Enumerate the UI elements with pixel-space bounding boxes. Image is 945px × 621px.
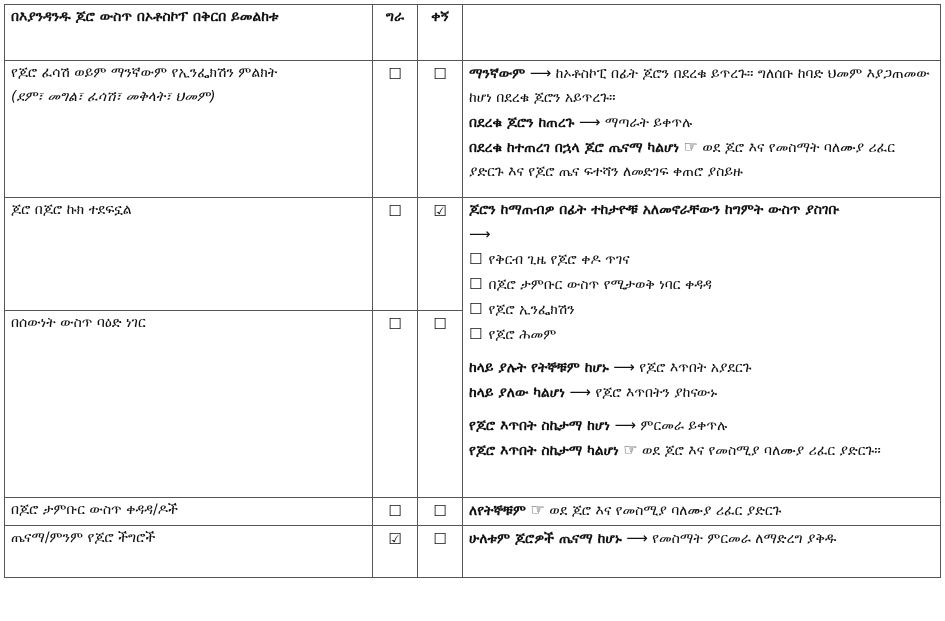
table-header-row (5, 5, 941, 61)
table-row (5, 61, 941, 198)
action-line (469, 413, 934, 438)
action-condition: በደረቁ ከተጠረገ በኋላ ጆሮ ጤናማ ካልሆነ (469, 140, 680, 156)
condition-label: የቅርብ ጊዜ የጆሮ ቀዶ ጥገና (488, 252, 630, 268)
action-text: ወደ ጆሮ እና የመስማት ባለሙያ ሪፈር ያድርጉ እና የጆሮ ጤና ፍተሻን ለመድገፍ ቀጠሮ ያስይዙ (469, 140, 895, 180)
action-condition: ከላይ ያሉት የትኞቹም ከሆኑ (469, 360, 609, 376)
action-condition: የጆሮ እጥበት ስኬታማ ከሆነ (469, 418, 610, 434)
action-condition: የጆሮ እጥበት ስኬታማ ካልሆነ (469, 443, 619, 459)
left-ear-cell (373, 198, 418, 311)
action-text: የመስማት ምርመራ ለማድረግ ያቅዱ (652, 531, 837, 547)
finding-text: የጆሮ ፈሳሽ ወይም ማንኛውም የኢንፌክሽን ምልክት (11, 65, 278, 81)
action-cell (463, 198, 941, 498)
action-line (469, 110, 934, 135)
finding-text: ጆሮ በጆሮ ኩክ ተደፍኗል (11, 202, 132, 218)
condition-label: በጆሮ ታምቡር ውስጥ የሚታወቅ ነባር ቀዳዳ (488, 277, 712, 293)
table-row (5, 498, 941, 526)
condition-checkbox[interactable]: ☐ (469, 325, 483, 343)
arrow-right-icon: ⟶ (469, 225, 491, 243)
condition-item (469, 247, 934, 272)
action-line (469, 135, 934, 184)
header-left-ear: ግራ (373, 5, 418, 61)
left-ear-cell (373, 498, 418, 526)
action-text: ከኦቶስኮፒ በፊት ጆሮን በደረቁ ይጥረጉ። ግለሰቡ ከባድ ህመም እያጋጠመው ከሆነ በደረቁ ጆሮን አይጥረጉ። (469, 66, 930, 106)
action-condition: ማንኛውም (469, 66, 526, 82)
right-ear-cell (418, 526, 463, 578)
action-condition: ለየትኞቹም (469, 503, 526, 519)
left-ear-checkbox[interactable]: ☐ (388, 202, 402, 220)
arrow-right-icon: ⟶ (626, 529, 648, 547)
action-line (469, 380, 934, 405)
action-line (469, 438, 934, 463)
condition-checkbox[interactable]: ☐ (469, 300, 483, 318)
left-ear-checkbox[interactable]: ☐ (388, 315, 402, 333)
pointing-hand-icon: ☞ (530, 500, 545, 519)
condition-item (469, 272, 934, 297)
left-ear-cell (373, 61, 418, 198)
right-ear-checkbox[interactable]: ☐ (433, 502, 447, 520)
finding-cell (5, 526, 373, 578)
action-line (469, 355, 934, 380)
ear-otoscopy-table (4, 4, 941, 578)
condition-label: የጆሮ ሕመም (488, 327, 557, 343)
right-ear-cell (418, 498, 463, 526)
finding-cell (5, 198, 373, 311)
condition-label: የጆሮ ኢንፌክሽን (488, 302, 575, 318)
left-ear-checkbox[interactable]: ☑ (388, 530, 402, 548)
table-row (5, 526, 941, 578)
finding-text: በጆሮ ታምቡር ውስጥ ቀዳዳ/ዶች (11, 502, 178, 518)
right-ear-checkbox[interactable]: ☑ (433, 202, 447, 220)
condition-checkbox[interactable]: ☐ (469, 250, 483, 268)
action-condition: ከላይ ያለው ካልሆነ (469, 385, 565, 401)
action-text: የጆሮ እጥበትን ያከናውኑ (595, 385, 718, 401)
action-cell (463, 61, 941, 198)
header-item: በእያንዳንዱ ጆሮ ውስጥ በኦቶስኮፕ በቅርበ ይመልከቱ (5, 5, 373, 61)
arrow-right-icon: ⟶ (529, 64, 552, 82)
action-cell (463, 526, 941, 578)
right-ear-cell (418, 198, 463, 311)
header-right-ear: ቀኝ (418, 5, 463, 61)
condition-item (469, 297, 934, 322)
arrow-right-icon: ⟶ (569, 383, 591, 401)
left-ear-checkbox[interactable]: ☐ (388, 65, 402, 83)
left-ear-cell (373, 526, 418, 578)
action-text: ወደ ጆሮ እና የመስሚያ ባለሙያ ሪፈር ያድርጉ። (642, 443, 881, 459)
action-text: ወደ ጆሮ እና የመስሚያ ባለሙያ ሪፈር ያድርጉ (549, 503, 782, 519)
finding-text: በሰውነት ውስጥ ባዕድ ነገር (11, 315, 146, 331)
action-text: ምርመራ ይቀጥሉ (640, 418, 728, 434)
action-condition: ሁለቱም ጆሮዎች ጤናማ ከሆኑ (469, 531, 622, 547)
right-ear-checkbox[interactable]: ☐ (433, 315, 447, 333)
arrow-right-icon: ⟶ (614, 416, 636, 434)
action-line (469, 61, 934, 110)
action-condition: በደረቁ ጆሮን ከጠረጉ (469, 115, 575, 131)
finding-text: ጤናማ/ምንም የጆሮ ችግሮች (11, 530, 156, 546)
right-ear-cell (418, 311, 463, 498)
finding-cell (5, 498, 373, 526)
header-action (463, 5, 941, 61)
action-title: ጆሮን ከማጠብዎ በፊት ተከታዮቹ አለመኖራቸውን ከግምት ውስጥ ያስገቡ (469, 202, 840, 218)
left-ear-checkbox[interactable]: ☐ (388, 502, 402, 520)
pointing-hand-icon: ☞ (623, 440, 638, 459)
right-ear-checkbox[interactable]: ☐ (433, 65, 447, 83)
condition-checkbox[interactable]: ☐ (469, 275, 483, 293)
condition-item (469, 322, 934, 347)
finding-cell (5, 311, 373, 498)
table-row (5, 198, 941, 311)
finding-cell (5, 61, 373, 198)
right-ear-cell (418, 61, 463, 198)
arrow-right-icon: ⟶ (613, 358, 635, 376)
right-ear-checkbox[interactable]: ☐ (433, 530, 447, 548)
arrow-right-icon: ⟶ (578, 113, 601, 131)
pointing-hand-icon: ☞ (683, 137, 698, 156)
finding-subtext: (ደም፣ መግል፣ ፈሳሽ፣ መቅላት፣ ህመም) (11, 89, 216, 105)
action-cell (463, 498, 941, 526)
left-ear-cell (373, 311, 418, 498)
action-text: ማጣራት ይቀጥሉ (604, 115, 693, 131)
action-text: የጆሮ እጥበት አያደርጉ (639, 360, 752, 376)
